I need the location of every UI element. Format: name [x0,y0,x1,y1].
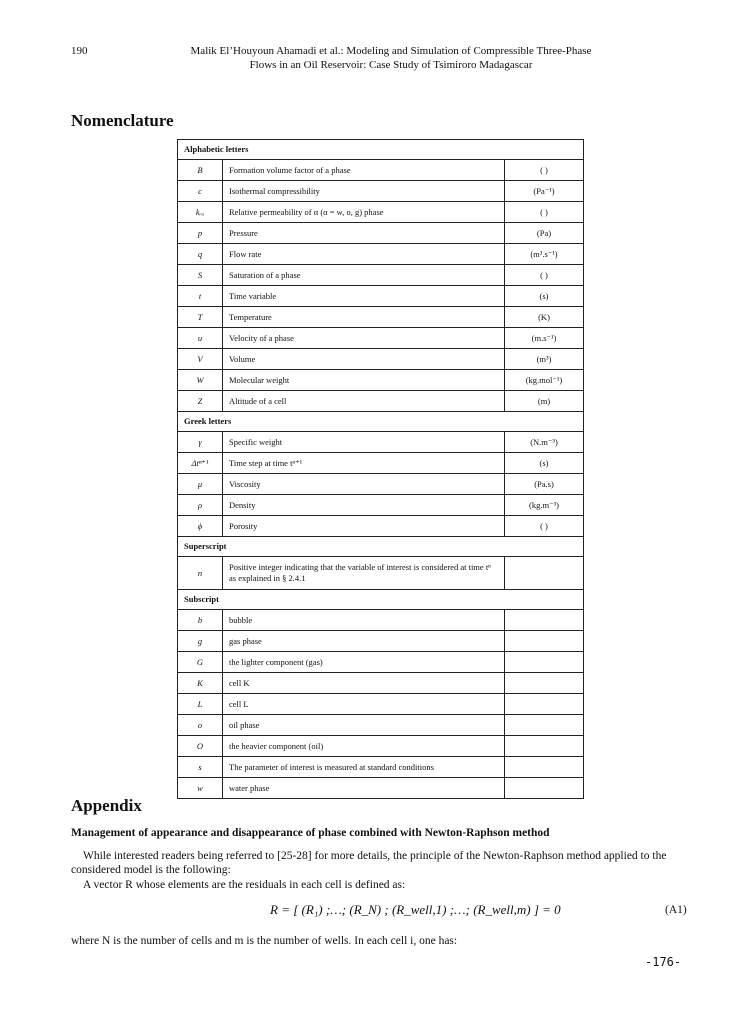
symbol-cell: γ [178,432,223,453]
table-row [178,307,584,328]
description-cell: Altitude of a cell [223,391,505,412]
description-cell: Time step at time tⁿ⁺¹ [223,453,505,474]
symbol-cell: Δtⁿ⁺¹ [178,453,223,474]
section-title: Alphabetic letters [178,140,584,160]
symbol-cell: t [178,286,223,307]
nomenclature-table [177,139,584,799]
running-title-line1: Malik El’Houyoun Ahamadi et al.: Modeling and Simulation of Compressible Three-Phase [190,45,592,57]
description-cell: cell L [223,694,505,715]
description-cell: the lighter component (gas) [223,652,505,673]
table-row [178,652,584,673]
symbol-cell: ρ [178,495,223,516]
table-row [178,202,584,223]
symbol-cell: B [178,160,223,181]
table-row [178,453,584,474]
description-cell: Specific weight [223,432,505,453]
equation-number: (A1) [665,904,687,916]
description-cell: cell K [223,673,505,694]
description-cell: The parameter of interest is measured at standard conditions [223,757,505,778]
symbol-cell: Z [178,391,223,412]
table-row [178,181,584,202]
unit-cell: (kg.mol⁻¹) [505,370,584,391]
table-row [178,516,584,537]
unit-cell [505,631,584,652]
description-cell: Relative permeability of α (α = w, o, g) phase [223,202,505,223]
unit-cell [505,694,584,715]
description-cell: Density [223,495,505,516]
description-cell: the heavier component (oil) [223,736,505,757]
unit-cell: ( ) [505,516,584,537]
table-row [178,736,584,757]
table-row [178,328,584,349]
unit-cell: ( ) [505,160,584,181]
unit-cell [505,757,584,778]
unit-cell: (s) [505,453,584,474]
page-footer-label: -176- [645,955,682,969]
table-row [178,715,584,736]
table-row [178,286,584,307]
symbol-cell: L [178,694,223,715]
description-cell: Formation volume factor of a phase [223,160,505,181]
symbol-cell: kᵣₐ [178,202,223,223]
description-cell: gas phase [223,631,505,652]
symbol-cell: q [178,244,223,265]
description-cell: water phase [223,778,505,799]
unit-cell: (N.m⁻³) [505,432,584,453]
description-cell: Molecular weight [223,370,505,391]
symbol-cell: W [178,370,223,391]
unit-cell: (m) [505,391,584,412]
table-row [178,349,584,370]
symbol-cell: G [178,652,223,673]
section-title: Superscript [178,537,584,557]
unit-cell [505,778,584,799]
description-cell: Flow rate [223,244,505,265]
page-number: 190 [71,45,88,57]
unit-cell [505,736,584,757]
unit-cell: (Pa) [505,223,584,244]
unit-cell [505,610,584,631]
unit-cell: (kg.m⁻³) [505,495,584,516]
symbol-cell: K [178,673,223,694]
unit-cell: ( ) [505,202,584,223]
appendix-subheading: Management of appearance and disappearance of phase combined with Newton-Raphson method [71,827,550,839]
table-row [178,495,584,516]
symbol-cell: S [178,265,223,286]
table-row [178,265,584,286]
description-cell: Viscosity [223,474,505,495]
table-row [178,432,584,453]
description-cell: Isothermal compressibility [223,181,505,202]
description-cell: bubble [223,610,505,631]
symbol-cell: p [178,223,223,244]
unit-cell [505,557,584,590]
section-title: Subscript [178,590,584,610]
symbol-cell: n [178,557,223,590]
description-cell: Porosity [223,516,505,537]
equation-a1: R = [ (R₁) ;…; (R_N) ; (R_well,1) ;…; (R_well,m) ] = 0 [270,902,561,917]
unit-cell: (K) [505,307,584,328]
description-cell: Pressure [223,223,505,244]
unit-cell: (Pa⁻¹) [505,181,584,202]
section-header-row [178,590,584,610]
description-cell: Temperature [223,307,505,328]
table-row [178,610,584,631]
unit-cell [505,652,584,673]
description-cell: oil phase [223,715,505,736]
nomenclature-heading: Nomenclature [71,111,174,130]
table-row [178,223,584,244]
unit-cell: (m.s⁻¹) [505,328,584,349]
description-cell: Volume [223,349,505,370]
table-row [178,757,584,778]
unit-cell [505,715,584,736]
symbol-cell: c [178,181,223,202]
symbol-cell: o [178,715,223,736]
unit-cell: ( ) [505,265,584,286]
description-cell: Velocity of a phase [223,328,505,349]
section-header-row [178,140,584,160]
table-row [178,391,584,412]
unit-cell [505,673,584,694]
table-row [178,673,584,694]
table-row [178,778,584,799]
table-row [178,694,584,715]
description-cell: Saturation of a phase [223,265,505,286]
symbol-cell: s [178,757,223,778]
running-title [171,44,611,72]
paragraph-vector: A vector R whose elements are the residuals in each cell is defined as: [83,879,406,891]
section-title: Greek letters [178,412,584,432]
table-row [178,370,584,391]
running-title-line2: Flows in an Oil Reservoir: Case Study of Tsimiroro Madagascar [249,59,533,71]
unit-cell: (m³.s⁻¹) [505,244,584,265]
table-row [178,474,584,495]
symbol-cell: u [178,328,223,349]
table-row [178,160,584,181]
paragraph-where: where N is the number of cells and m is the number of wells. In each cell i, one has: [71,935,458,947]
section-header-row [178,537,584,557]
description-cell: Time variable [223,286,505,307]
table-row [178,244,584,265]
unit-cell: (s) [505,286,584,307]
symbol-cell: ϕ [178,516,223,537]
unit-cell: (m³) [505,349,584,370]
table-row [178,557,584,590]
symbol-cell: w [178,778,223,799]
symbol-cell: V [178,349,223,370]
appendix-heading: Appendix [71,796,142,815]
symbol-cell: μ [178,474,223,495]
unit-cell: (Pa.s) [505,474,584,495]
description-cell: Positive integer indicating that the variable of interest is considered at time tⁿ as explained in § 2.4.1 [223,557,505,590]
symbol-cell: T [178,307,223,328]
symbol-cell: O [178,736,223,757]
symbol-cell: b [178,610,223,631]
paragraph-intro: While interested readers being referred to [25-28] for more details, the principle of the Newton-Raphson method applied to the considered model is the following: [71,850,667,876]
section-header-row [178,412,584,432]
symbol-cell: g [178,631,223,652]
table-row [178,631,584,652]
